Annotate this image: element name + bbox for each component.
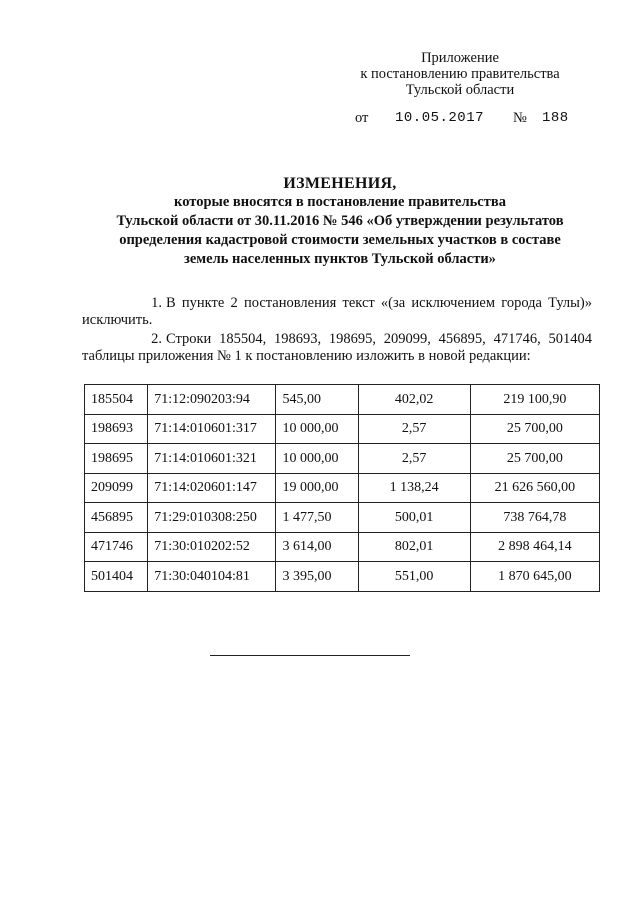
table-row <box>85 562 600 592</box>
specific-value-cell: 802,01 <box>358 533 470 562</box>
decree-date: 10.05.2017 <box>395 110 485 126</box>
cadastral-number-cell: 71:30:040104:81 <box>148 562 276 592</box>
cadastral-value-cell: 1 870 645,00 <box>470 562 599 592</box>
title-line-4: земель населенных пунктов Тульской области» <box>184 251 496 267</box>
paragraph-text: В пункте 2 постановления текст «(за исключением города Тулы)» исключить. <box>82 295 592 328</box>
area-cell: 10 000,00 <box>276 415 358 444</box>
area-cell: 545,00 <box>276 385 358 415</box>
row-number-cell: 198693 <box>85 415 148 444</box>
paragraph-1 <box>82 295 592 329</box>
cadastral-number-cell: 71:14:010601:317 <box>148 415 276 444</box>
cadastral-table <box>84 384 600 592</box>
number-sign: № <box>513 110 527 126</box>
title-main: ИЗМЕНЕНИЯ, <box>283 175 397 192</box>
cadastral-number-cell: 71:30:010202:52 <box>148 533 276 562</box>
cadastral-value-cell: 2 898 464,14 <box>470 533 599 562</box>
decree-number: 188 <box>542 110 569 126</box>
row-number-cell: 471746 <box>85 533 148 562</box>
table-body <box>85 385 600 592</box>
row-number-cell: 501404 <box>85 562 148 592</box>
cadastral-value-cell: 25 700,00 <box>470 415 599 444</box>
from-label: от <box>355 110 369 126</box>
cadastral-value-cell: 219 100,90 <box>470 385 599 415</box>
appendix-header <box>340 50 580 98</box>
title-line-3: определения кадастровой стоимости земельных участков в составе <box>119 232 561 248</box>
specific-value-cell: 2,57 <box>358 444 470 474</box>
appendix-line-3: Тульской области <box>405 82 515 98</box>
appendix-line-2: к постановлению правительства <box>360 66 560 82</box>
specific-value-cell: 551,00 <box>358 562 470 592</box>
decree-date-number <box>355 110 585 128</box>
cadastral-number-cell: 71:14:010601:321 <box>148 444 276 474</box>
specific-value-cell: 402,02 <box>358 385 470 415</box>
title-line-1: которые вносятся в постановление правительства <box>174 194 506 210</box>
table-row <box>85 444 600 474</box>
table-row <box>85 503 600 533</box>
cadastral-number-cell: 71:14:020601:147 <box>148 474 276 503</box>
document-title <box>80 175 600 269</box>
cadastral-value-cell: 25 700,00 <box>470 444 599 474</box>
table-row <box>85 385 600 415</box>
area-cell: 3 614,00 <box>276 533 358 562</box>
appendix-line-1: Приложение <box>421 50 499 66</box>
specific-value-cell: 500,01 <box>358 503 470 533</box>
table-row <box>85 474 600 503</box>
paragraph-text: Строки 185504, 198693, 198695, 209099, 456895, 471746, 501404 таблицы приложения № 1 к постановлению изложить в новой редакции: <box>82 331 592 364</box>
area-cell: 10 000,00 <box>276 444 358 474</box>
paragraph-number: 1. <box>151 295 162 311</box>
row-number-cell: 198695 <box>85 444 148 474</box>
row-number-cell: 456895 <box>85 503 148 533</box>
area-cell: 19 000,00 <box>276 474 358 503</box>
paragraph-2 <box>82 331 592 365</box>
area-cell: 1 477,50 <box>276 503 358 533</box>
specific-value-cell: 2,57 <box>358 415 470 444</box>
end-divider <box>210 655 410 656</box>
row-number-cell: 209099 <box>85 474 148 503</box>
specific-value-cell: 1 138,24 <box>358 474 470 503</box>
cadastral-number-cell: 71:29:010308:250 <box>148 503 276 533</box>
table-row <box>85 533 600 562</box>
paragraph-number: 2. <box>151 331 162 347</box>
row-number-cell: 185504 <box>85 385 148 415</box>
cadastral-value-cell: 738 764,78 <box>470 503 599 533</box>
area-cell: 3 395,00 <box>276 562 358 592</box>
table-row <box>85 415 600 444</box>
cadastral-value-cell: 21 626 560,00 <box>470 474 599 503</box>
title-line-2: Тульской области от 30.11.2016 № 546 «Об утверждении результатов <box>116 213 564 229</box>
cadastral-number-cell: 71:12:090203:94 <box>148 385 276 415</box>
